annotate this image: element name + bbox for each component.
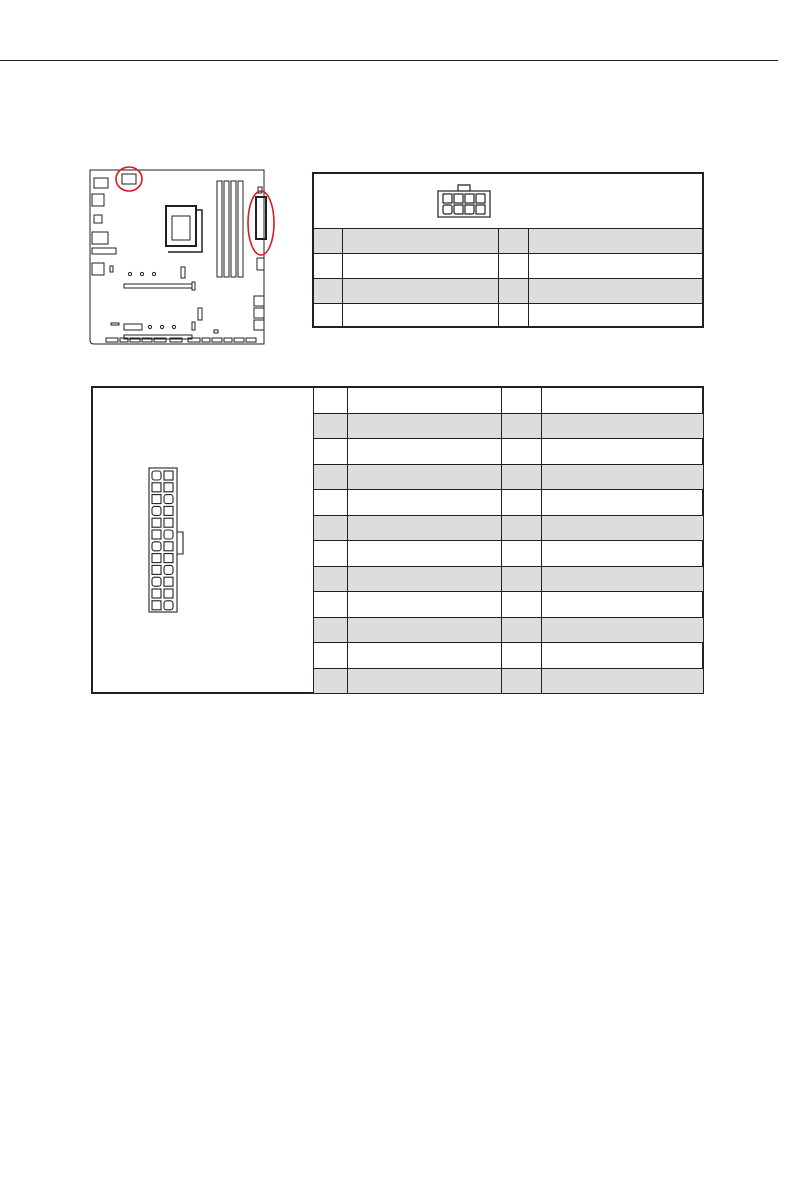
pin-number-cell [314,279,342,304]
signal-name-cell [528,254,702,279]
table-row [314,439,703,465]
motherboard-layout-icon [84,160,286,350]
pin-number-cell [502,668,542,693]
cpu-power-grid [314,228,702,328]
signal-name-cell [542,490,703,516]
signal-name-cell [348,617,502,643]
pin-number-cell [502,617,542,643]
8-pin-cpu-power-connector-icon [436,181,492,224]
signal-name-cell [542,566,703,592]
table-row [314,279,702,304]
table-row [314,592,703,618]
cpu-power-pinout-table [312,172,704,328]
pin-number-cell [498,304,528,329]
signal-name-cell [348,566,502,592]
pin-number-cell [314,668,348,693]
signal-name-cell [348,541,502,567]
signal-name-cell [348,668,502,693]
pin-number-cell [314,490,348,516]
table-row [314,490,703,516]
pin-number-cell [498,279,528,304]
signal-name-cell [542,515,703,541]
signal-name-cell [542,617,703,643]
header-rule [0,60,778,61]
pin-number-cell [314,464,348,490]
pin-number-cell [502,388,542,413]
atx-power-grid [313,388,703,693]
signal-name-cell [342,254,498,279]
pin-number-cell [502,490,542,516]
table-row [314,464,703,490]
24-pin-atx-power-connector-icon [145,466,189,619]
pin-number-cell [314,254,342,279]
table-row [314,617,703,643]
pin-number-cell [502,566,542,592]
pin-number-cell [314,541,348,567]
signal-name-cell [348,592,502,618]
signal-name-cell [342,304,498,329]
pin-number-cell [502,592,542,618]
signal-name-cell [542,643,703,669]
motherboard-figure [84,160,286,350]
signal-name-cell [528,279,702,304]
signal-name-cell [542,388,703,413]
signal-name-cell [348,515,502,541]
pin-number-cell [314,388,348,413]
table-row [314,541,703,567]
table-row [314,668,703,693]
pin-number-cell [314,643,348,669]
signal-name-cell [528,229,702,254]
pin-number-cell [502,515,542,541]
table-row [314,254,702,279]
signal-name-cell [348,643,502,669]
signal-name-cell [348,490,502,516]
signal-name-cell [348,388,502,413]
signal-name-cell [342,279,498,304]
signal-name-cell [542,541,703,567]
pin-number-cell [314,413,348,439]
pin-number-cell [502,541,542,567]
pin-number-cell [502,439,542,465]
signal-name-cell [528,304,702,329]
signal-name-cell [542,464,703,490]
table-row [314,566,703,592]
signal-name-cell [542,439,703,465]
signal-name-cell [348,439,502,465]
table-row [314,388,703,413]
pin-number-cell [314,566,348,592]
table-row [314,413,703,439]
signal-name-cell [348,464,502,490]
pin-number-cell [498,229,528,254]
pin-number-cell [498,254,528,279]
pin-number-cell [502,464,542,490]
pin-number-cell [314,439,348,465]
table-row [314,643,703,669]
atx-power-pinout-table [91,386,704,694]
pin-number-cell [314,515,348,541]
pin-number-cell [314,592,348,618]
pin-number-cell [314,229,342,254]
signal-name-cell [542,592,703,618]
pin-number-cell [502,643,542,669]
signal-name-cell [542,413,703,439]
pin-number-cell [502,413,542,439]
table-row [314,304,702,329]
signal-name-cell [342,229,498,254]
signal-name-cell [542,668,703,693]
pin-number-cell [314,617,348,643]
table-row [314,229,702,254]
signal-name-cell [348,413,502,439]
table-row [314,515,703,541]
pin-number-cell [314,304,342,329]
